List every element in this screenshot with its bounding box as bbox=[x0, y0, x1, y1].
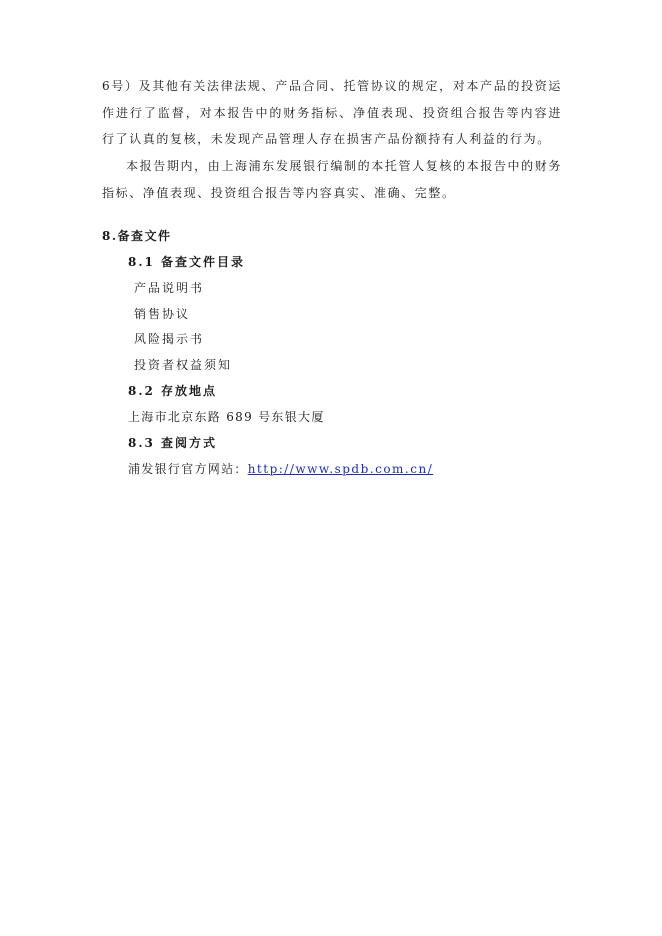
access-method-label: 浦发银行官方网站： bbox=[128, 462, 248, 476]
custodian-review-paragraph: 6号）及其他有关法律法规、产品合同、托管协议的规定，对本产品的投资运作进行了监督，对本报告中的财务指标、净值表现、投资组合报告等内容进行了认真的复核，未发现产品管理人存在损害产品份额持有人利益的行为。 bbox=[102, 79, 562, 146]
section-8-heading: 8.备查文件 bbox=[102, 229, 172, 243]
section-8-1-heading: 8.1 备查文件目录 bbox=[128, 255, 246, 269]
spdb-website-link[interactable]: http://www.spdb.com.cn/ bbox=[247, 462, 434, 476]
report-period-paragraph: 本报告期内，由上海浦东发展银行编制的本托管人复核的本报告中的财务指标、净值表现、投资组合报告等内容真实、准确、完整。 bbox=[102, 159, 562, 200]
document-list-item: 产品说明书 bbox=[134, 281, 205, 295]
section-8-3-heading: 8.3 查阅方式 bbox=[128, 436, 218, 450]
storage-location-text: 上海市北京东路 689 号东银大厦 bbox=[128, 410, 325, 424]
document-list-item: 投资者权益须知 bbox=[134, 358, 233, 372]
document-list-item: 风险揭示书 bbox=[134, 332, 205, 346]
document-list-item: 销售协议 bbox=[134, 307, 191, 321]
section-8-2-heading: 8.2 存放地点 bbox=[128, 384, 218, 398]
access-method-line bbox=[128, 460, 433, 478]
